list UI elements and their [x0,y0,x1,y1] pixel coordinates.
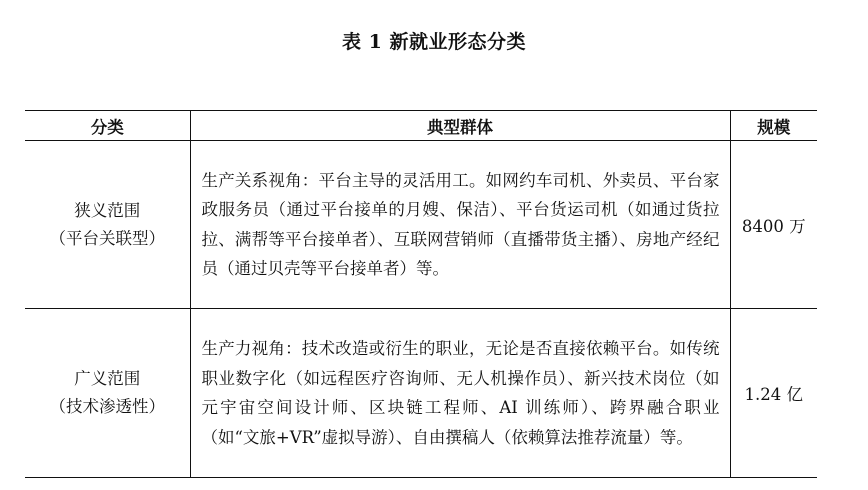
header-scale: 规模 [730,111,817,141]
header-typical-groups: 典型群体 [190,111,730,141]
scale-value: 1.24 亿 [730,309,817,478]
classification-table [25,110,817,478]
table-title: 表 1 新就业形态分类 [342,31,526,53]
typical-groups-text: 生产关系视角：平台主导的灵活用工。如网约车司机、外卖员、平台家政服务员（通过平台接单的月嫂、保洁）、平台货运司机（如通过货拉拉、满帮等平台接单者）、互联网营销师（直播带货主播）、房地产经纪员（通过贝壳等平台接单者）等。 [201,170,720,278]
category-name: 狭义范围 [74,200,141,220]
typical-groups-text: 生产力视角：技术改造或衍生的职业，无论是否直接依赖平台。如传统职业数字化（如远程医疗咨询师、无人机操作员）、新兴技术岗位（如元宇宙空间设计师、区块链工程师、AI 训练师）、跨界融合职业（如“文旅+VR”虚拟导游）、自由撰稿人（依赖算法推荐流量）等。 [201,339,720,447]
description-cell [190,309,730,478]
description-cell [190,141,730,309]
category-cell [25,309,190,478]
category-subtype: （技术渗透性） [49,397,165,416]
table-row [25,309,817,478]
scale-value: 8400 万 [730,141,817,309]
category-subtype: （平台关联型） [49,228,165,248]
table-header-row [25,111,817,141]
category-cell [25,141,190,309]
category-name: 广义范围 [74,369,141,388]
header-category: 分类 [25,111,190,141]
table-row [25,141,817,309]
